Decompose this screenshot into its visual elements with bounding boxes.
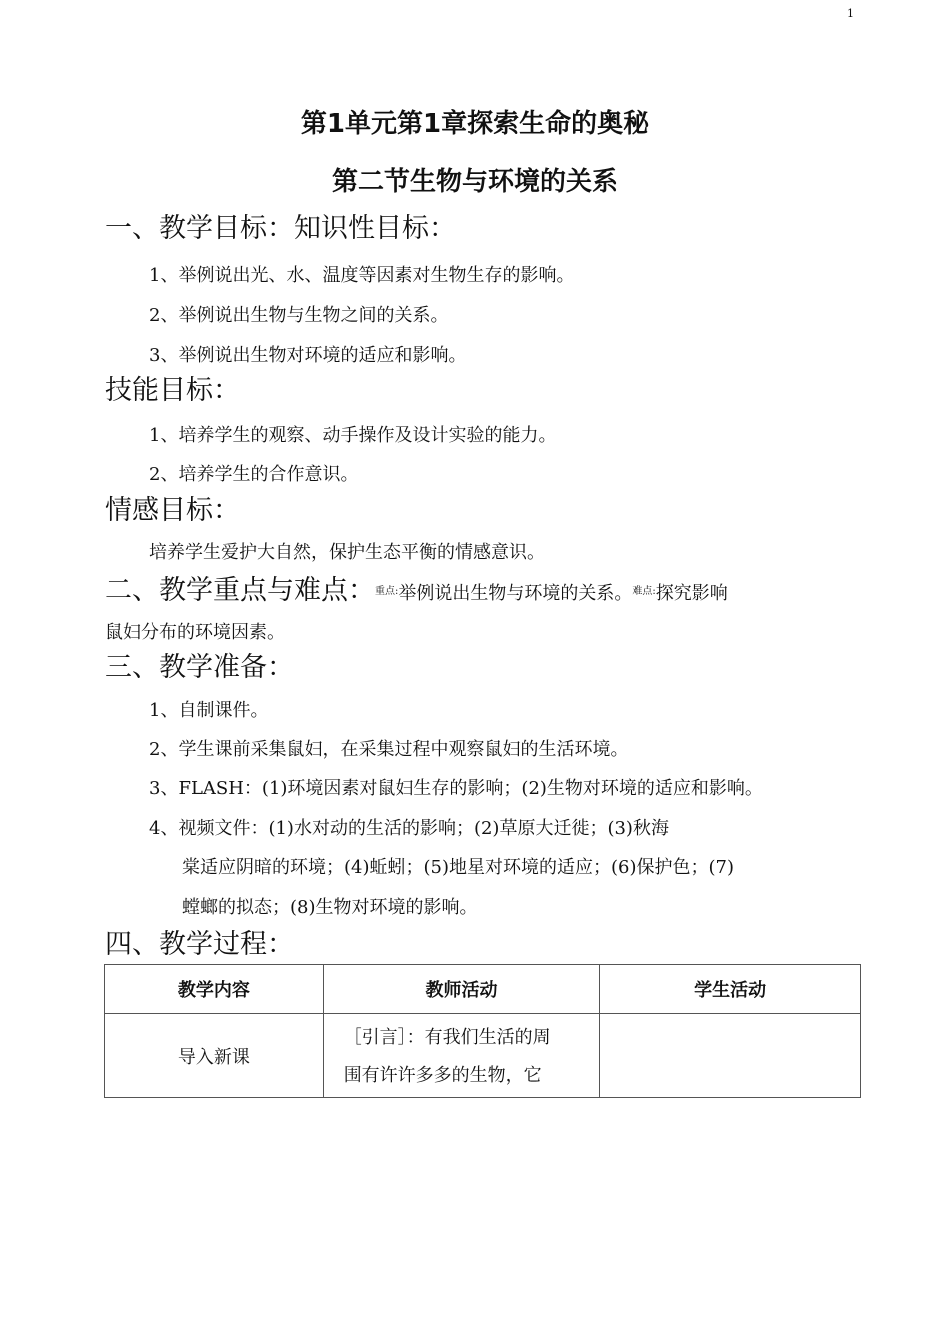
content-cell: 导入新课 bbox=[105, 1014, 324, 1098]
table-header-row bbox=[105, 965, 861, 1014]
key-text: 举例说出生物与环境的关系。 bbox=[398, 583, 633, 604]
preparation-item: 1、自制课件。 bbox=[149, 700, 269, 721]
column-header-content: 教学内容 bbox=[105, 965, 324, 1014]
page-number: 1 bbox=[847, 7, 854, 20]
difficult-text-continued: 鼠妇分布的环境因素。 bbox=[105, 622, 285, 643]
document-title: 第1单元第1章探索生命的奥秘 bbox=[300, 109, 650, 139]
key-points-line bbox=[105, 568, 728, 607]
preparation-item: 4、视频文件：(1)水对动的生活的影响；(2)草原大迁徙；(3)秋海 bbox=[149, 818, 669, 839]
skill-heading: 技能目标： bbox=[105, 375, 240, 406]
knowledge-item: 1、举例说出光、水、温度等因素对生物生存的影响。 bbox=[149, 265, 575, 286]
student-activity-cell bbox=[600, 1014, 861, 1098]
difficult-text: 探究影响 bbox=[655, 583, 728, 604]
teaching-process-table bbox=[104, 964, 861, 1098]
preparation-item: 3、FLASH：(1)环境因素对鼠妇生存的影响；(2)生物对环境的适应和影响。 bbox=[149, 778, 763, 799]
column-header-student: 学生活动 bbox=[600, 965, 861, 1014]
preparation-item-continued: 棠适应阴暗的环境；(4)蚯蚓；(5)地星对环境的适应；(6)保护色；(7) bbox=[182, 857, 734, 878]
skill-item: 1、培养学生的观察、动手操作及设计实验的能力。 bbox=[149, 425, 557, 446]
preparation-item-continued: 螳螂的拟态；(8)生物对环境的影响。 bbox=[182, 897, 478, 918]
key-points-heading: 二、教学重点与难点： bbox=[105, 575, 375, 606]
key-label: 重点: bbox=[375, 586, 399, 597]
process-heading: 四、教学过程： bbox=[105, 929, 294, 960]
skill-item: 2、培养学生的合作意识。 bbox=[149, 464, 359, 485]
emotion-heading: 情感目标： bbox=[105, 495, 240, 526]
teacher-activity-line: ［引言］：有我们生活的周 bbox=[343, 1027, 551, 1048]
emotion-text: 培养学生爱护大自然，保护生态平衡的情感意识。 bbox=[149, 542, 545, 563]
preparation-heading: 三、教学准备： bbox=[105, 652, 294, 683]
knowledge-item: 2、举例说出生物与生物之间的关系。 bbox=[149, 305, 449, 326]
objectives-heading: 一、教学目标：知识性目标： bbox=[105, 213, 456, 244]
table-row bbox=[105, 1014, 861, 1098]
difficult-label: 难点: bbox=[632, 586, 656, 597]
teacher-activity-line: 围有许许多多的生物，它 bbox=[343, 1065, 542, 1086]
preparation-item: 2、学生课前采集鼠妇，在采集过程中观察鼠妇的生活环境。 bbox=[149, 739, 629, 760]
teacher-activity-cell bbox=[323, 1014, 600, 1098]
column-header-teacher: 教师活动 bbox=[323, 965, 600, 1014]
document-subtitle: 第二节生物与环境的关系 bbox=[331, 167, 618, 197]
knowledge-item: 3、举例说出生物对环境的适应和影响。 bbox=[149, 345, 467, 366]
